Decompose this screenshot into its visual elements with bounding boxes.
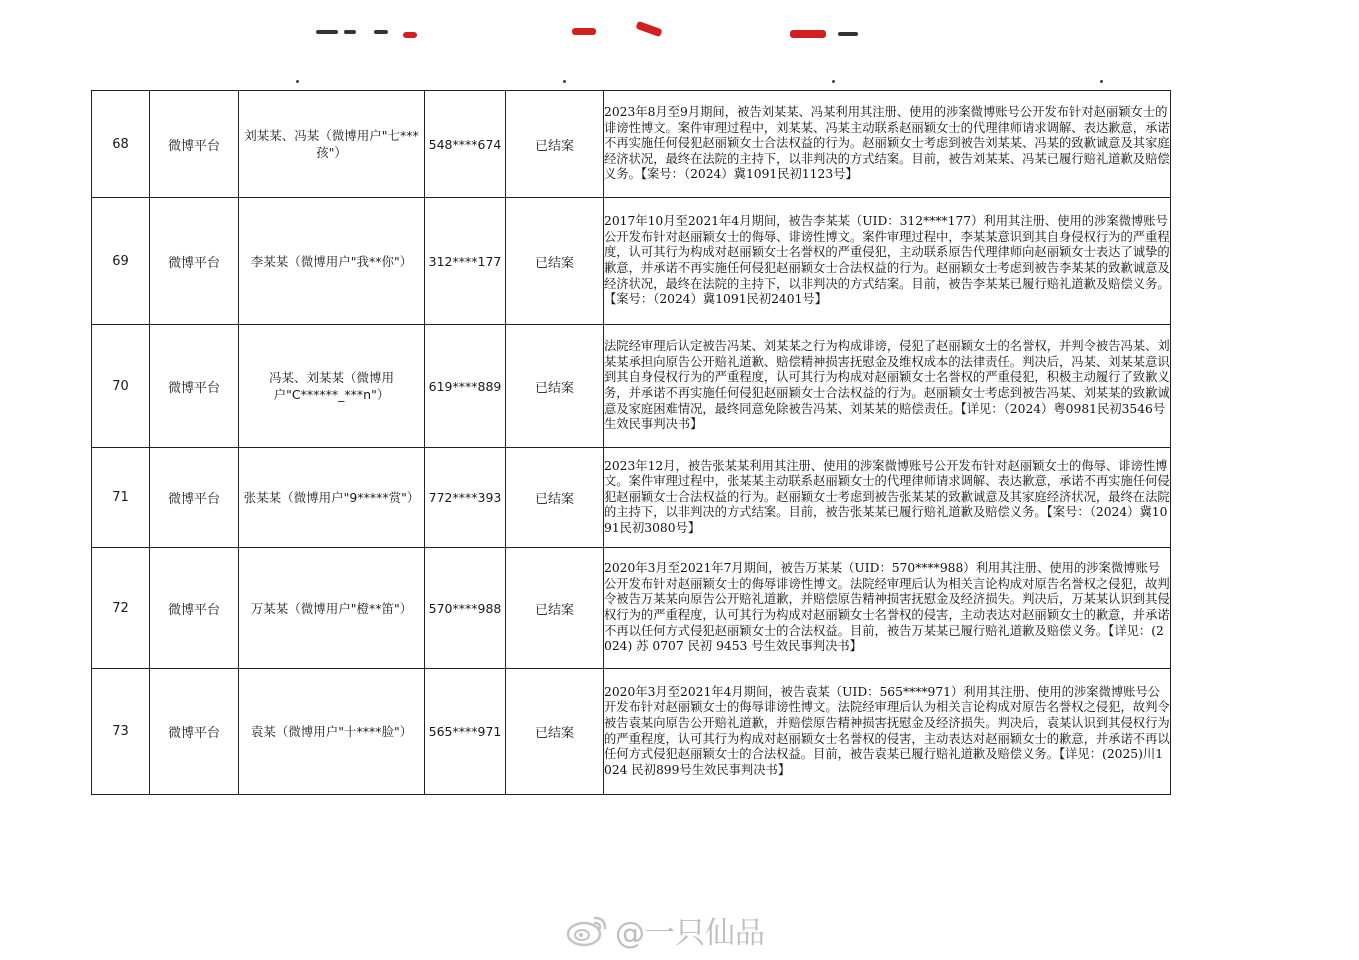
weibo-watermark (565, 910, 765, 950)
header-mark (635, 21, 662, 37)
defendant: 袁某（微博用户"十****脸"） (239, 669, 425, 795)
header-mark (316, 30, 338, 34)
case-status: 已结案 (506, 198, 604, 325)
table-row (92, 325, 1171, 448)
defendant: 万某某（微博用户"橙**笛"） (239, 548, 425, 669)
case-number: 71 (92, 448, 150, 548)
case-number: 73 (92, 669, 150, 795)
case-description: 2020年3月至2021年4月期间，被告袁某（UID：565****971）利用其注册、使用的涉案微博账号公开发布针对赵丽颖女士的侮辱诽谤性博文。法院经审理后认为相关言论构成对原告名誉权之侵犯，故判令被告袁某向原告公开赔礼道歉，并赔偿原告精神损害抚慰金及经济损失。判决后，袁某认识到其侵权行为的严重程度，认可其行为构成对赵丽颖女士名誉权的侵害，主动表达对赵丽颖女士的歉意，并承诺不再以任何方式侵犯赵丽颖女士的合法权益。目前，被告袁某已履行赔礼道歉及赔偿义务。【详见：(2025)川1024 民初899号生效民事判决书】 (604, 669, 1171, 795)
scan-dot (563, 80, 566, 83)
table-row (92, 669, 1171, 795)
table-row (92, 448, 1171, 548)
platform: 微博平台 (150, 669, 239, 795)
case-number: 72 (92, 548, 150, 669)
scan-dot (1100, 80, 1103, 83)
case-number: 69 (92, 198, 150, 325)
table-row (92, 548, 1171, 669)
platform: 微博平台 (150, 325, 239, 448)
platform: 微博平台 (150, 198, 239, 325)
case-number: 70 (92, 325, 150, 448)
user-uid: 312****177 (425, 198, 506, 325)
header-mark (403, 32, 417, 38)
case-number: 68 (92, 91, 150, 198)
defendant: 冯某、刘某某（微博用户"C******_***n"） (239, 325, 425, 448)
case-status: 已结案 (506, 548, 604, 669)
user-uid: 772****393 (425, 448, 506, 548)
user-uid: 565****971 (425, 669, 506, 795)
header-mark (838, 32, 858, 36)
platform: 微博平台 (150, 448, 239, 548)
case-description: 2023年12月，被告张某某利用其注册、使用的涉案微博账号公开发布针对赵丽颖女士的侮辱、诽谤性博文。案件审理过程中，张某某主动联系赵丽颖女士的代理律师请求调解、表达歉意，承诺不再实施任何侵犯赵丽颖女士合法权益的行为。赵丽颖女士考虑到被告张某某的致歉诚意及其家庭经济状况，最终在法院的主持下，以非判决的方式结案。目前，被告张某某已履行赔礼道歉及赔偿义务。【案号：（2024）冀1091民初3080号】 (604, 448, 1171, 548)
user-uid: 570****988 (425, 548, 506, 669)
header-scan-marks (0, 0, 1359, 90)
watermark-text: @一只仙品 (615, 916, 765, 951)
case-status: 已结案 (506, 325, 604, 448)
defendant: 张某某（微博用户"9*****赏"） (239, 448, 425, 548)
user-uid: 548****674 (425, 91, 506, 198)
case-description: 2020年3月至2021年7月期间，被告万某某（UID：570****988）利用其注册、使用的涉案微博账号公开发布针对赵丽颖女士的侮辱诽谤性博文。法院经审理后认为相关言论构成对原告名誉权之侵犯，故判令被告万某某向原告公开赔礼道歉，并赔偿原告精神损害抚慰金及经济损失。判决后，万某某认识到其侵权行为的严重程度，认可其行为构成对赵丽颖女士名誉权的侵害，主动表达对赵丽颖女士的歉意，并承诺不再以任何方式侵犯赵丽颖女士的合法权益。目前，被告万某某已履行赔礼道歉及赔偿义务。【详见：(2024) 苏 0707 民初 9453 号生效民事判决书】 (604, 548, 1171, 669)
platform: 微博平台 (150, 548, 239, 669)
table-row (92, 198, 1171, 325)
case-table (91, 90, 1171, 795)
defendant: 刘某某、冯某（微博用户"七***孩"） (239, 91, 425, 198)
case-status: 已结案 (506, 91, 604, 198)
case-status: 已结案 (506, 448, 604, 548)
case-description: 2017年10月至2021年4月期间，被告李某某（UID：312****177）利用其注册、使用的涉案微博账号公开发布针对赵丽颖女士的侮辱、诽谤性博文。案件审理过程中，李某某意识到其自身侵权行为的严重程度，认可其行为构成对赵丽颖女士名誉权的严重侵犯，主动联系原告代理律师向赵丽颖女士表达了诚挚的歉意，并承诺不再实施任何侵犯赵丽颖女士合法权益的行为。赵丽颖女士考虑到被告李某某的致歉诚意及经济状况，最终在法院的主持下，以非判决的方式结案。目前，被告李某某已履行赔礼道歉及赔偿义务。【案号：（2024）冀1091民初2401号】 (604, 198, 1171, 325)
defendant: 李某某（微博用户"我**你"） (239, 198, 425, 325)
scan-dot (296, 80, 299, 83)
case-description: 2023年8月至9月期间，被告刘某某、冯某利用其注册、使用的涉案微博账号公开发布针对赵丽颖女士的诽谤性博文。案件审理过程中，刘某某、冯某主动联系赵丽颖女士的代理律师请求调解、表达歉意，承诺不再实施任何侵犯赵丽颖女士合法权益的行为。赵丽颖女士考虑到被告刘某某、冯某的致歉诚意及其家庭经济状况，最终在法院的主持下，以非判决的方式结案。目前，被告刘某某、冯某已履行赔礼道歉及赔偿义务。【案号：（2024）冀1091民初1123号】 (604, 91, 1171, 198)
table-row (92, 91, 1171, 198)
case-description: 法院经审理后认定被告冯某、刘某某之行为构成诽谤，侵犯了赵丽颖女士的名誉权，并判令被告冯某、刘某某承担向原告公开赔礼道歉、赔偿精神损害抚慰金及维权成本的法律责任。判决后，冯某、刘某某意识到其自身侵权行为的严重程度，认可其行为构成对赵丽颖女士名誉权的严重侵犯，积极主动履行了致歉义务，并承诺不再实施任何侵犯赵丽颖女士合法权益的行为。赵丽颖女士考虑到被告冯某、刘某某的致歉诚意及家庭困难情况，最终同意免除被告冯某、刘某某的赔偿责任。【详见：（2024）粤0981民初3546号生效民事判决书】 (604, 325, 1171, 448)
header-mark (344, 30, 356, 34)
weibo-logo-icon (565, 912, 609, 948)
platform: 微博平台 (150, 91, 239, 198)
case-status: 已结案 (506, 669, 604, 795)
scan-dot (832, 80, 835, 83)
header-mark (572, 28, 596, 35)
user-uid: 619****889 (425, 325, 506, 448)
header-mark (374, 30, 388, 34)
header-mark (790, 30, 826, 38)
